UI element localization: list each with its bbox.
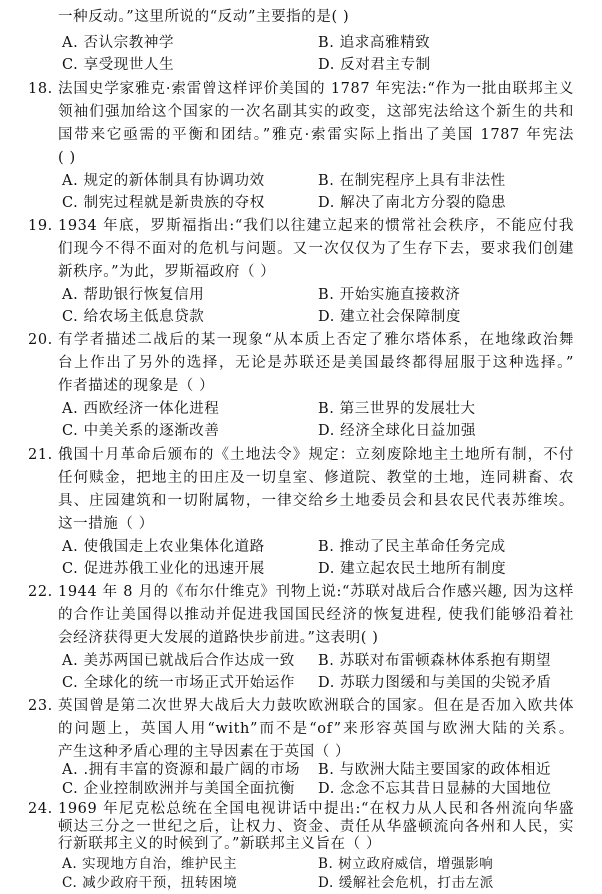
q23-stem-line-3: 产生这种矛盾心理的主导因素在于英国（ ） — [58, 744, 351, 760]
q18-option-d: D. 解决了南北方分裂的隐患 — [318, 195, 507, 211]
q20-number: 20. — [28, 332, 53, 348]
q21-option-c: C. 促进苏俄工业化的迅速开展 — [62, 561, 265, 577]
q18-stem-line-1: 法国史学家雅克·索雷曾这样评价美国的 1787 年宪法:“作为一批由联邦主义 — [58, 81, 574, 97]
q21-option-a: A. 使俄国走上农业集体化道路 — [62, 539, 265, 555]
q18-stem-line-4: ( ) — [58, 150, 76, 166]
q20-stem-line-1: 有学者描述二战后的某一现象“从本质上否定了雅尔塔体系，在地缘政治舞 — [58, 332, 574, 348]
q21-option-b: B. 推动了民主革命任务完成 — [318, 539, 506, 555]
q23-option-b: B. 与欧洲大陆主要国家的政体相近 — [318, 762, 552, 778]
q21-stem-line-2: 任何赎金，把地主的田庄及一切皇室、修道院、教堂的土地，连同耕畜、农 — [58, 470, 574, 486]
q24-stem-line-3: 行新联邦主义的时候到了。”新联邦主义旨在（ ） — [58, 836, 382, 852]
q18-number: 18. — [28, 81, 53, 97]
q23-option-c: C. 企业控制欧洲并与美国全面抗衡 — [62, 781, 295, 797]
q23-stem-line-2: 的问题上，英国人用“with”而不是“of”来形容英国与欧洲大陆的关系。 — [58, 721, 574, 737]
q18-stem-line-3: 国带来它亟需的平衡和团结。”雅克·索雷实际上指出了美国 1787 年宪法 — [58, 127, 574, 143]
q17-option-a: A. 否认宗教神学 — [62, 35, 175, 51]
q22-number: 22. — [28, 584, 53, 600]
q24-option-a: A. 实现地方自治，维护民主 — [62, 856, 238, 872]
q22-option-a: A. 美苏两国已就战后合作达成一致 — [62, 653, 295, 669]
q21-stem-line-1: 俄国十月革命后颁布的《土地法令》规定：立刻废除地主土地所有制，不付 — [58, 447, 574, 463]
q17-option-c: C. 享受现世人生 — [62, 57, 175, 73]
q23-number: 23. — [28, 698, 53, 714]
q23-option-d: D. 念念不忘其昔日显赫的大国地位 — [318, 781, 552, 797]
q20-stem-line-3: 作者描述的现象是（ ） — [58, 378, 215, 394]
q22-option-c: C. 全球化的统一市场正式开始运作 — [62, 675, 295, 691]
q19-option-c: C. 给农场主低息贷款 — [62, 309, 205, 325]
q24-option-b: B. 树立政府威信，增强影响 — [318, 856, 494, 872]
q22-stem-line-2: 的合作让美国得以推动并促进我国国民经济的恢复进程, 使我们能够沿着社 — [58, 607, 574, 623]
q18-option-a: A. 规定的新体制具有协调功效 — [62, 173, 265, 189]
q19-stem-line-2: 们现今不得不面对的危机与问题。又一次仅仅为了生存下去，要求我们创建 — [58, 241, 574, 257]
q19-option-d: D. 建立社会保障制度 — [318, 309, 461, 325]
q19-option-a: A. 帮助银行恢复信用 — [62, 287, 205, 303]
q19-stem-line-1: 1934 年底，罗斯福指出:“我们以往建立起来的惯常社会秩序，不能应付我 — [58, 218, 574, 234]
q24-option-d: D. 缓解社会危机，打击左派 — [318, 875, 494, 891]
q22-option-d: D. 苏联力图缓和与美国的尖锐矛盾 — [318, 675, 552, 691]
q18-stem-line-2: 领袖们强加给这个国家的一次名副其实的政变，这部宪法给这个新生的共和 — [58, 104, 574, 120]
q17-stem-tail: 一种反动。”这里所说的“反动”主要指的是( ) — [58, 9, 350, 25]
q24-stem-line-1: 1969 年尼克松总统在全国电视讲话中提出:“在权力从人民和各州流向华盛 — [58, 801, 574, 817]
q20-option-c: C. 中美关系的逐渐改善 — [62, 423, 220, 439]
q20-stem-line-2: 台上作出了另外的选择，无论是苏联还是美国最终都得屈服于这种选择。” — [58, 355, 574, 371]
q18-option-b: B. 在制宪程序上具有非法性 — [318, 173, 506, 189]
q20-option-a: A. 西欧经济一体化进程 — [62, 401, 220, 417]
q22-option-b: B. 苏联对布雷顿森林体系抱有期望 — [318, 653, 552, 669]
q18-option-c: C. 制宪过程就是新贵族的夺权 — [62, 195, 265, 211]
q19-option-b: B. 开始实施直接救济 — [318, 287, 461, 303]
q23-stem-line-1: 英国曾是第二次世界大战后大力鼓吹欧洲联合的国家。但在是否加入欧共体 — [58, 698, 574, 714]
q24-option-c: C. 减少政府干预，扭转困境 — [62, 875, 238, 891]
q21-stem-line-4: 这一措施（ ） — [58, 516, 154, 532]
q19-number: 19. — [28, 218, 53, 234]
q17-option-d: D. 反对君主专制 — [318, 57, 431, 73]
q17-option-b: B. 追求高雅精致 — [318, 35, 431, 51]
q22-stem-line-1: 1944 年 8 月的《布尔什维克》刊物上说:“苏联对战后合作感兴趣, 因为这样 — [58, 584, 574, 600]
q20-option-d: D. 经济全球化日益加强 — [318, 423, 477, 439]
q23-option-a: A. .拥有丰富的资源和最广阔的市场 — [62, 762, 301, 778]
q21-option-d: D. 建立起农民土地所有制度 — [318, 561, 507, 577]
q21-number: 21. — [28, 447, 53, 463]
q22-stem-line-3: 会经济获得更大发展的道路快步前进。”这表明( ) — [58, 630, 379, 646]
q19-stem-line-3: 新秩序。”为此，罗斯福政府（ ） — [58, 264, 276, 280]
q20-option-b: B. 第三世界的发展壮大 — [318, 401, 476, 417]
q24-number: 24. — [28, 801, 53, 817]
q24-stem-line-2: 顿达三分之一世纪之后，让权力、资金、责任从华盛顿流向各州和人民，实 — [58, 819, 574, 835]
q21-stem-line-3: 具、庄园建筑和一切附属物，一律交给乡土地委员会和县农民代表苏维埃。 — [58, 493, 574, 509]
